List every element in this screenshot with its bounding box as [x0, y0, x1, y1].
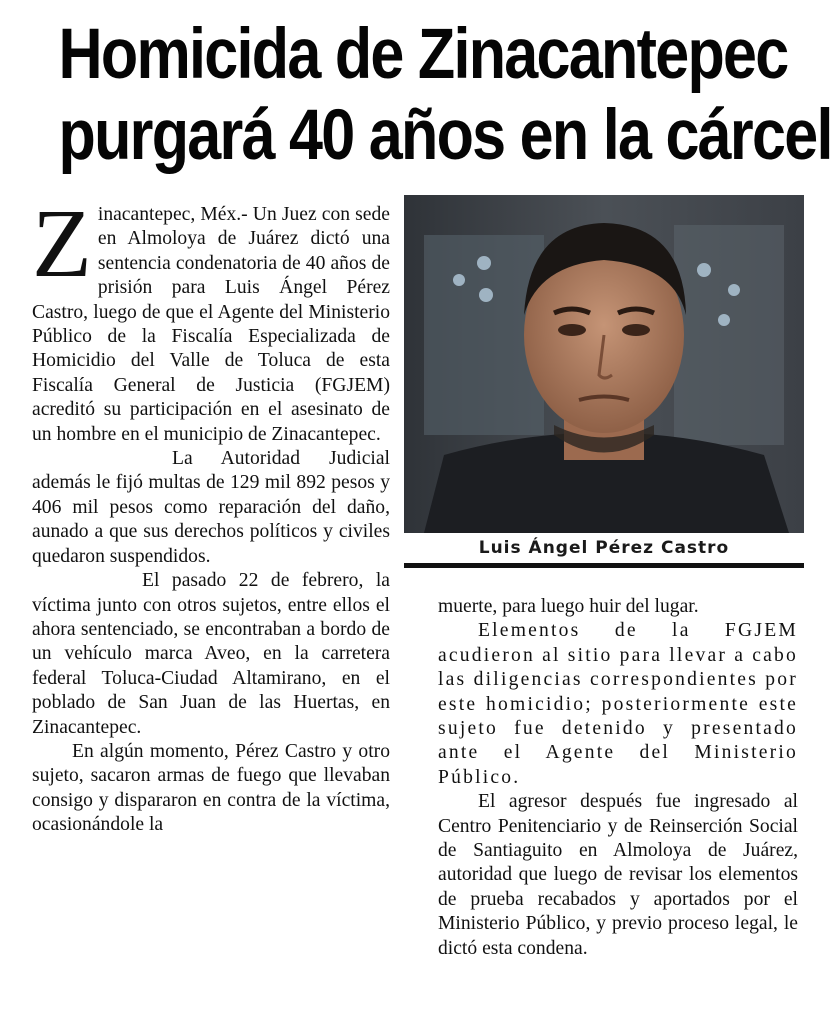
article-column-right: [438, 595, 798, 961]
portrait-photo: [404, 195, 804, 533]
paragraph-4: En algún momento, Pérez Castro y otro sujeto, sacaron armas de fuego que llevaban consigo y dispararon en contra de la víctima, ocasionándole la: [32, 740, 390, 836]
paragraph-4-continued: muerte, para luego huir del lugar.: [438, 596, 699, 617]
headline-line-2: purgará 40 años en la cárcel: [58, 96, 832, 175]
article-column-left: [32, 190, 390, 838]
paragraph-2: La Autoridad Judicial además le fijó multas de 129 mil 892 pesos y 406 mil pesos como reparación del daño, aunado a que sus derechos políticos y civiles quedaron suspendidos.: [32, 448, 390, 567]
photo-figure: [404, 195, 804, 568]
paragraph-5: Elementos de la FGJEM acudieron al sitio para llevar a cabo las diligencias correspondientes por este homicidio; posteriormente este sujeto fue detenido y presentado ante el Agente del Ministerio Público.: [438, 620, 798, 788]
headline: [58, 14, 832, 176]
paragraph-1-text: inacantepec, Méx.- Un Juez con sede en Almoloya de Juárez dictó una sentencia condenatoria de 40 años de prisión para Luis Ángel Pérez Castro, luego de que el Agente del Ministerio Público de la Fiscalía Especializada de Homicidio del Valle de Toluca de esta Fiscalía General de Justicia (FGJEM) acreditó su participación en el asesinato de un hombre en el municipio de Zinacantepec.: [32, 204, 390, 445]
paragraph-6: El agresor después fue ingresado al Centro Penitenciario y de Reinserción Social de Santiaguito en Almoloya de Juárez, autoridad que luego de revisar los elementos de prueba recabados y aportados por el Ministerio Público, y previo proceso legal, le dictó esta condena.: [438, 791, 798, 959]
paragraph-1: [32, 190, 390, 447]
photo-caption: Luis Ángel Pérez Castro: [404, 533, 804, 568]
portrait-illustration: [404, 195, 804, 533]
paragraph-3: El pasado 22 de febrero, la víctima junto con otros sujetos, entre ellos el ahora sentenciado, se encontraban a bordo de un vehículo marca Aveo, en la carretera federal Toluca-Ciudad Altamirano, en el poblado de San Juan de las Huertas, en Zinacantepec.: [32, 570, 390, 738]
drop-cap: Z: [32, 190, 92, 298]
headline-line-1: Homicida de Zinacantepec: [58, 15, 788, 94]
